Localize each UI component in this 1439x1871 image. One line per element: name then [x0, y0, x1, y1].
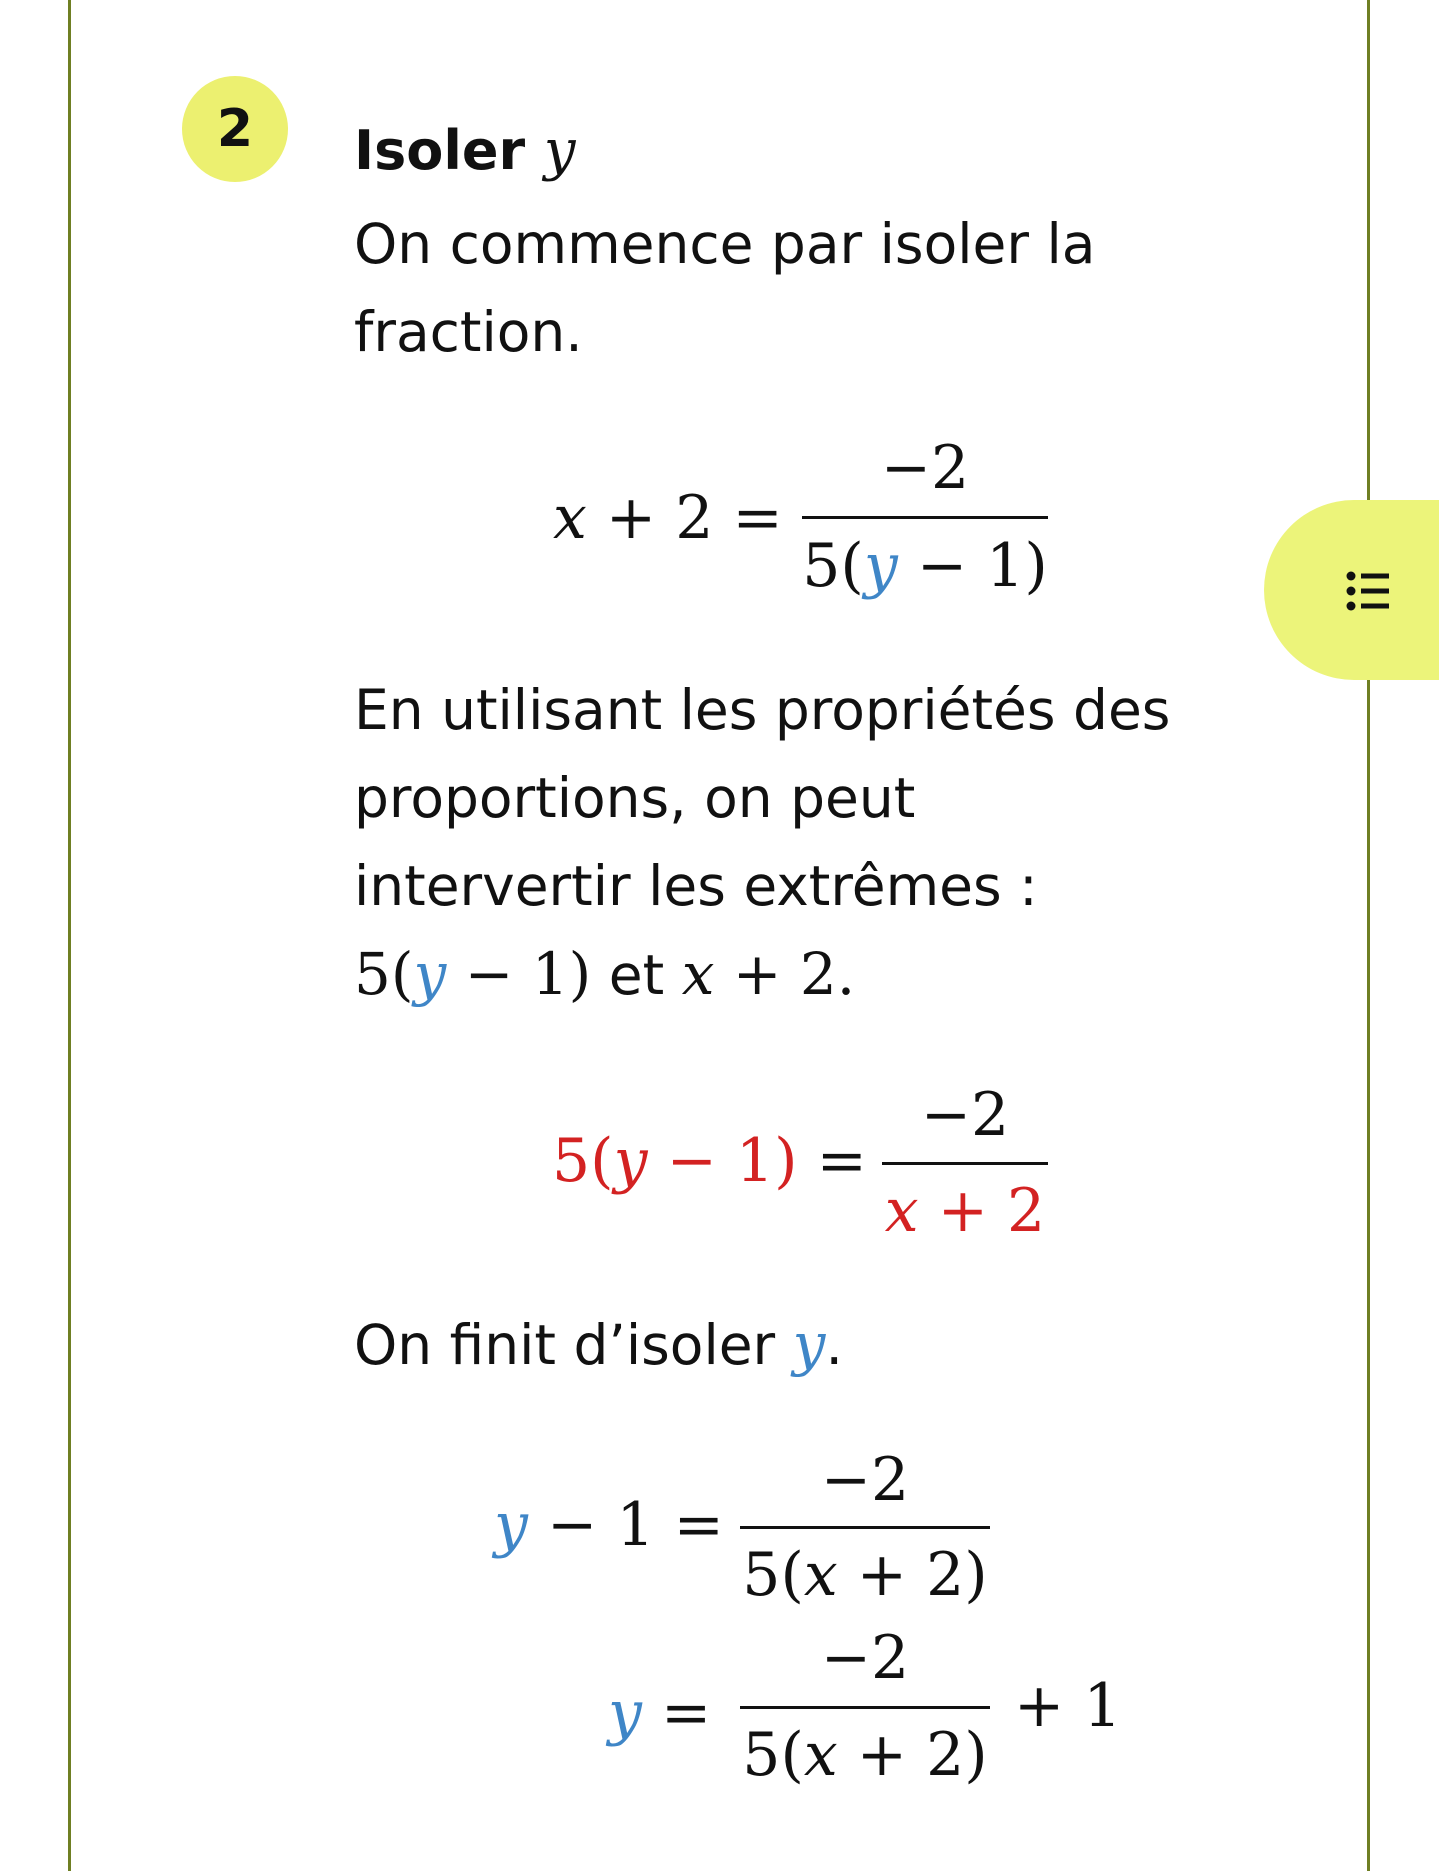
table-of-contents-button[interactable] [1264, 500, 1439, 680]
equation-2-lhs-post: − 1) [647, 1126, 798, 1196]
equation-2-denominator [882, 1176, 1048, 1246]
equation-3-line-2-equals: = [641, 1678, 712, 1748]
instruction-2-line-1: En utilisant les propriétés des [354, 678, 1171, 742]
equation-3-line-1-lhs-var: y [494, 1490, 528, 1560]
instruction-1-line-2: fraction. [354, 300, 583, 364]
equation-3-line-2-lhs [608, 1678, 712, 1748]
equation-3-line-2-den-post: + 2) [837, 1720, 988, 1790]
instruction-paragraph-1 [354, 200, 1234, 376]
inline-math-2-var: x [681, 940, 715, 1008]
equation-3-line-2-den-pre: 5( [742, 1720, 804, 1790]
equation-1-lhs-rest: + 2 = [586, 483, 783, 553]
instruction-2-line-4 [354, 930, 1234, 1019]
instruction-3-text: On finit d’isoler [354, 1313, 793, 1377]
instruction-2-line-3: intervertir les extrêmes : [354, 854, 1038, 918]
equation-3-line-1-lhs-rest: − 1 = [527, 1490, 724, 1560]
equation-3-line-2-numerator: −2 [820, 1623, 910, 1693]
equation-2-lhs-var: y [613, 1126, 648, 1196]
equation-3-line-2-fraction-bar [740, 1706, 990, 1709]
equation-3-line-1-fraction-bar [740, 1526, 990, 1529]
inline-math-1-post: − 1) [446, 940, 592, 1008]
instruction-3-var: y [792, 1310, 826, 1378]
step-number-badge: 2 [182, 76, 288, 182]
inline-math-1-pre: 5( [354, 940, 414, 1008]
equation-1-den-var: y [863, 531, 898, 601]
equation-3-line-1-lhs [494, 1490, 724, 1560]
equation-3-line-2-tail: + 1 [1014, 1671, 1122, 1741]
equation-3-line-2-denominator [740, 1720, 990, 1790]
equation-2-equals: = [797, 1126, 867, 1196]
instruction-paragraph-3 [354, 1300, 1234, 1389]
connector-text: et [591, 943, 682, 1007]
equation-3-line-1-denominator [740, 1540, 990, 1610]
equation-2-den-var: x [884, 1176, 919, 1246]
inline-math-1 [354, 940, 591, 1008]
equation-2-fraction-bar [882, 1162, 1048, 1165]
equation-3-line-2-den-var: x [803, 1720, 838, 1790]
instruction-2-line-2: proportions, on peut [354, 766, 916, 830]
instruction-3-end: . [825, 1313, 843, 1377]
inline-math-2-rest: + 2. [714, 940, 856, 1008]
equation-3-line-1-den-pre: 5( [742, 1540, 804, 1610]
inline-math-1-var: y [413, 940, 447, 1008]
equation-2-lhs [552, 1126, 867, 1196]
equation-1-denominator [802, 531, 1048, 601]
equation-3-line-1-den-var: x [803, 1540, 838, 1610]
equation-2-numerator: −2 [920, 1080, 1010, 1150]
equation-3-line-1-den-post: + 2) [837, 1540, 988, 1610]
equation-1-den-post: − 1) [897, 531, 1048, 601]
equation-1-lhs-var: x [553, 483, 587, 553]
equation-1-fraction-bar [802, 516, 1048, 519]
equation-1-numerator: −2 [880, 433, 970, 503]
step-title-var: y [543, 118, 576, 183]
equation-2-lhs-pre: 5( [552, 1126, 614, 1196]
list-icon [1346, 570, 1390, 612]
instruction-paragraph-2 [354, 666, 1234, 1019]
instruction-1-line-1: On commence par isoler la [354, 212, 1096, 276]
equation-1-lhs [553, 483, 783, 553]
equation-3-line-2-lhs-var: y [608, 1678, 642, 1748]
step-title [354, 118, 576, 188]
inline-math-2 [682, 940, 856, 1008]
equation-1-den-pre: 5( [802, 531, 864, 601]
step-title-label: Isoler [354, 119, 526, 182]
equation-3-line-1-numerator: −2 [820, 1445, 910, 1515]
equation-2-den-rest: + 2 [918, 1176, 1046, 1246]
